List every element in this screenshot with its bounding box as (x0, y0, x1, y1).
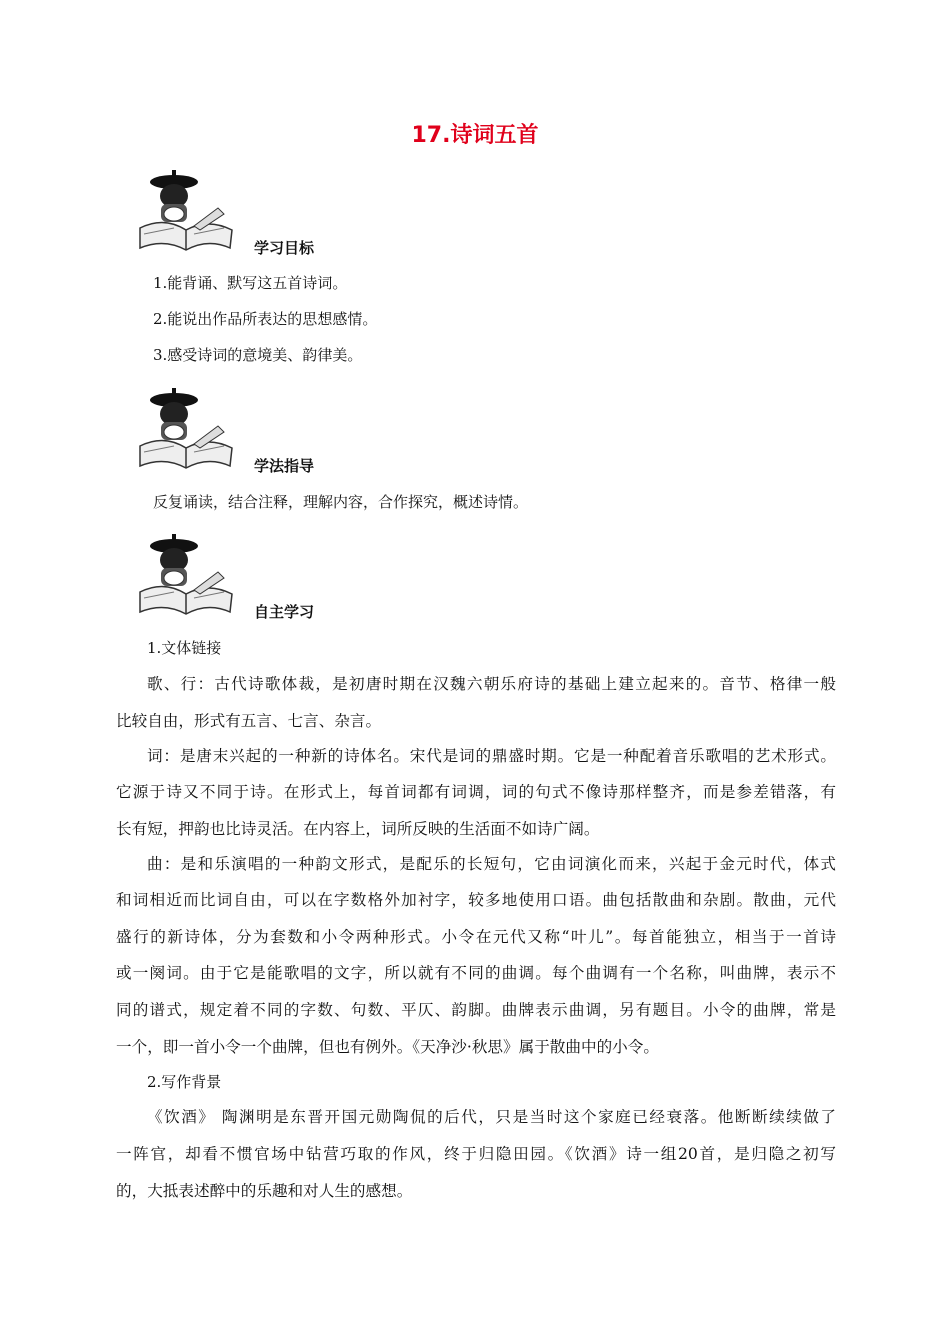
paragraph-line: 同的谱式，规定着不同的字数、句数、平仄、韵脚。曲牌表示曲调，另有题目。小令的曲牌，常是 (116, 1001, 836, 1019)
goal-item: 3.感受诗词的意境美、韵律美。 (153, 346, 363, 364)
paragraph-line: 它源于诗又不同于诗。在形式上，每首词都有词调，词的句式不像诗那样整齐，而是参差错落，有 (116, 783, 836, 801)
reading-student-icon (134, 532, 238, 622)
paragraph-line: 盛行的新诗体，分为套数和小令两种形式。小令在元代又称“叶儿”。每首能独立，相当于一首诗 (116, 928, 836, 946)
goal-item: 1.能背诵、默写这五首诗词。 (153, 274, 348, 292)
page-title: 17.诗词五首 (411, 123, 539, 148)
section-heading-method: 学法指导 (254, 457, 315, 475)
paragraph-line: 和词相近而比词自由，可以在字数格外加衬字，较多地使用口语。曲包括散曲和杂剧。散曲，元代 (116, 891, 836, 909)
paragraph-line: 或一阕词。由于它是能歌唱的文字，所以就有不同的曲调。每个曲调有一个名称，叫曲牌，表示不 (116, 964, 836, 982)
section-heading-self-study: 自主学习 (254, 603, 315, 621)
reading-student-icon (134, 386, 238, 476)
paragraph-line: 《饮酒》 陶渊明是东晋开国元勋陶侃的后代，只是当时这个家庭已经衰落。他断断续续做了 (147, 1108, 836, 1126)
paragraph-line: 曲：是和乐演唱的一种韵文形式，是配乐的长短句，它由词演化而来，兴起于金元时代，体式 (147, 855, 836, 873)
paragraph-line: 比较自由，形式有五言、七言、杂言。 (116, 712, 382, 730)
paragraph-line: 一个，即一首小令一个曲牌，但也有例外。《天净沙·秋思》属于散曲中的小令。 (116, 1038, 659, 1056)
paragraph-line: 长有短，押韵也比诗灵活。在内容上，词所反映的生活面不如诗广阔。 (116, 820, 600, 838)
method-text: 反复诵读，结合注释，理解内容，合作探究，概述诗情。 (153, 493, 529, 511)
paragraph-line: 词：是唐末兴起的一种新的诗体名。宋代是词的鼎盛时期。它是一种配着音乐歌唱的艺术形式。 (147, 747, 836, 765)
reading-student-icon (134, 168, 238, 258)
paragraph-line: 一阵官，却看不惯官场中钻营巧取的作风，终于归隐田园。《饮酒》诗一组20首，是归隐之初写 (116, 1145, 836, 1163)
goal-item: 2.能说出作品所表达的思想感情。 (153, 310, 378, 328)
section-heading-goals: 学习目标 (254, 239, 315, 257)
subheading-genre: 1.文体链接 (147, 639, 222, 657)
subheading-background: 2.写作背景 (147, 1073, 222, 1091)
paragraph-line: 的，大抵表述醉中的乐趣和对人生的感想。 (116, 1182, 413, 1200)
paragraph-line: 歌、行：古代诗歌体裁，是初唐时期在汉魏六朝乐府诗的基础上建立起来的。音节、格律一般 (147, 675, 836, 693)
